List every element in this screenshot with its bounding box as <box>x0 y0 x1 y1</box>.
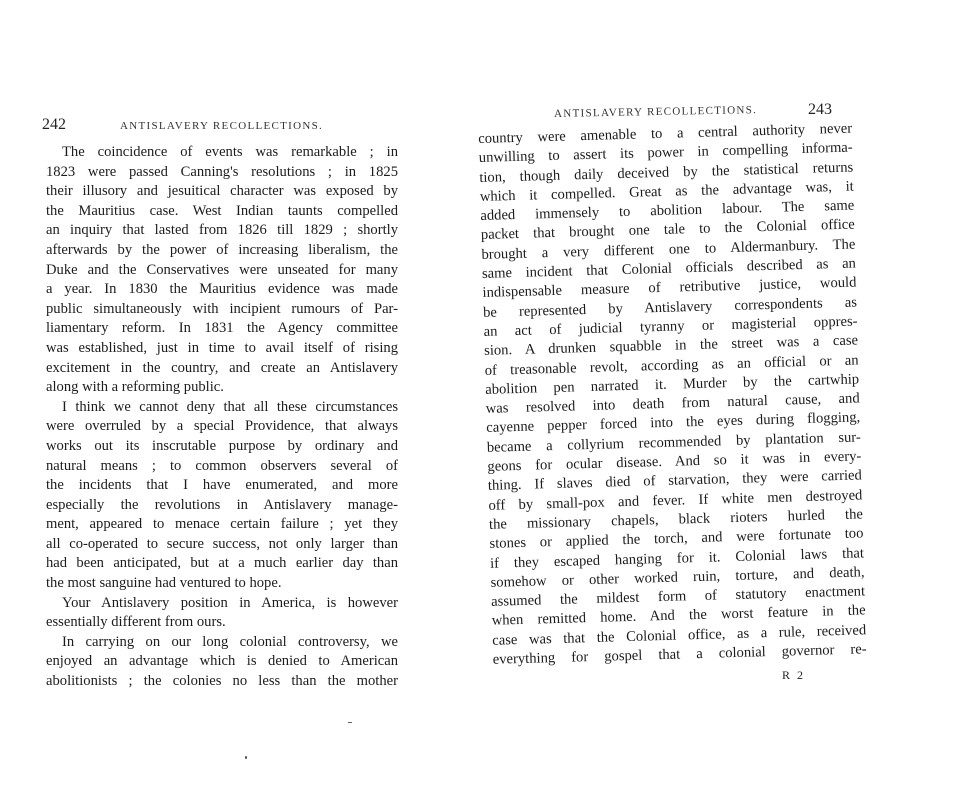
text-line: works out its inscrutable purpose by ordinary and <box>46 437 398 454</box>
text-line: had been anticipated, but at a much earlier day than <box>46 555 398 572</box>
text-line: be represented by Antislavery correspondents as <box>482 294 858 321</box>
right-page <box>478 0 980 799</box>
text-line: Your Antislavery position in America, is however <box>62 594 398 611</box>
text-line: an inquiry that lasted from 1826 till 1829 ; shortly <box>46 222 398 239</box>
text-line: especially the revolutions in Antislavery manage- <box>46 496 398 513</box>
text-line: were overruled by a special Providence, that always <box>46 418 398 435</box>
text-line: country were amenable to a central authority never <box>478 120 853 147</box>
signature-mark: R 2 <box>782 668 806 682</box>
text-line: case was that the Colonial office, as a rule, received <box>492 622 867 649</box>
text-line: a year. In 1830 the Mauritius evidence was made <box>46 281 398 298</box>
text-line: same incident that Colonial officials described as an <box>481 255 857 283</box>
text-line: ment, appeared to menace certain failure ; yet they <box>46 516 398 533</box>
text-line: which it compelled. Great as the advantage was, it <box>479 178 854 205</box>
text-line: 1823 were passed Canning's resolutions ; in 1825 <box>46 163 398 180</box>
text-line: excitement in the country, and create an Antislavery <box>46 359 398 376</box>
text-line: abolitionists ; the colonies no less than the mother <box>46 673 398 690</box>
text-line: the incidents that I have enumerated, and more <box>46 477 398 494</box>
text-line: Duke and the Conservatives were unseated for many <box>46 261 398 278</box>
text-line: indispensable measure of retributive justice, would <box>482 274 857 302</box>
text-line: all co-operated to secure success, not only larger than <box>46 535 398 552</box>
text-line: sion. A drunken squabble in the street was a case <box>483 332 859 360</box>
text-line: the most sanguine had ventured to hope. <box>46 575 282 592</box>
text-line: tion, though daily deceived by the statistical returns <box>479 159 854 186</box>
text-line: The coincidence of events was remarkable ; in <box>62 144 398 160</box>
print-speck <box>245 756 247 759</box>
print-speck <box>348 722 352 723</box>
text-line: was established, just in time to avail itself of rising <box>46 339 398 356</box>
text-line: liamentary reform. In 1831 the Agency committee <box>46 320 398 337</box>
text-line: their illusory and jesuitical character was exposed by <box>46 183 398 200</box>
text-line: cayenne pepper forced into the eyes during flogging, <box>486 409 861 437</box>
text-line: afterwards by the power of increasing liberalism, the <box>46 241 398 258</box>
running-head: ANTISLAVERY RECOLLECTIONS. <box>554 104 758 120</box>
text-line: I think we cannot deny that all these circumstances <box>62 398 398 415</box>
text-line: assumed the mildest form of statutory enactment <box>490 583 866 610</box>
text-line: if they escaped hanging for it. Colonial laws that <box>489 544 865 572</box>
text-line: thing. If slaves died of starvation, they were carried <box>487 467 863 495</box>
text-line: public simultaneously with incipient rumours of Par- <box>46 300 398 317</box>
text-line: off by small-pox and fever. If white men destroyed <box>488 487 863 514</box>
text-line: somehow or other worked ruin, torture, and death, <box>490 564 865 591</box>
page-number: 243 <box>808 101 832 118</box>
text-line: was resolved into death from natural cause, and <box>485 390 860 418</box>
text-line: the Mauritius case. West Indian taunts compelled <box>46 202 398 219</box>
text-line: added immensely to abolition labour. The same <box>480 197 855 225</box>
text-line: natural means ; to common observers several of <box>46 457 398 474</box>
text-line: abolition pen narrated it. Murder by the cartwhip <box>485 371 860 398</box>
text-line: essentially different from ours. <box>46 614 226 631</box>
text-line: of treasonable revolt, according as an official or an <box>484 352 859 379</box>
page-number: 242 <box>42 116 66 133</box>
text-line: stones or applied the torch, and were fortunate too <box>489 525 864 553</box>
text-line: when remitted home. And the worst feature in the <box>491 602 866 630</box>
body-text <box>478 120 867 671</box>
text-line: became a collyrium recommended by plantation sur- <box>486 429 861 456</box>
text-line: unwilling to assert its power in compelling informa- <box>478 139 853 167</box>
running-head: ANTISLAVERY RECOLLECTIONS. <box>120 120 324 132</box>
text-line: along with a reforming public. <box>46 379 224 396</box>
text-line: geons for ocular disease. And so it was in every- <box>487 448 862 475</box>
text-line: enjoyed an advantage which is denied to American <box>46 653 398 670</box>
text-line: brought a very different one to Aldermanbury. The <box>481 236 856 263</box>
text-line: an act of judicial tyranny or magisterial oppres- <box>483 313 858 340</box>
body-text <box>46 143 398 692</box>
text-line: everything for gospel that a colonial governor re- <box>492 641 867 668</box>
text-line: packet that brought one tale to the Colonial office <box>480 217 856 244</box>
text-line: In carrying on our long colonial controversy, we <box>62 633 398 650</box>
text-line: the missionary chapels, black rioters hurled the <box>488 506 864 533</box>
